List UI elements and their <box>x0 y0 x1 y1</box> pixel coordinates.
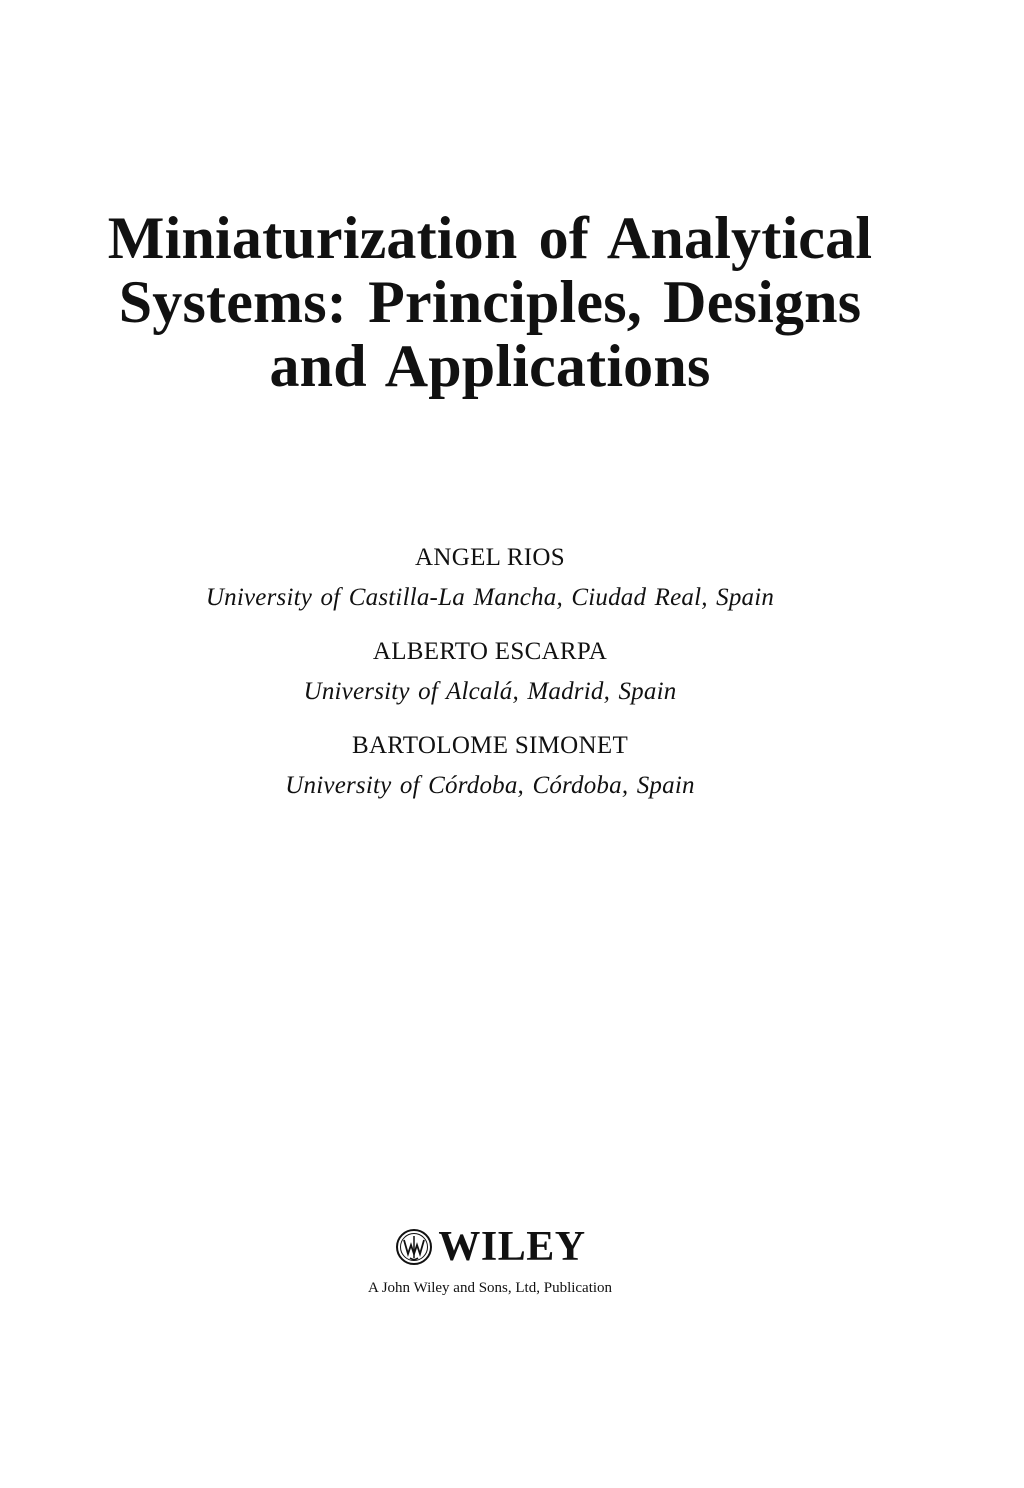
title-line: Miniaturization of Analytical <box>107 205 873 271</box>
publisher-tagline: A John Wiley and Sons, Ltd, Publication <box>367 1280 613 1296</box>
author-affiliation: University of Castilla-La Mancha, Ciudad Real, Spain <box>205 584 775 611</box>
wiley-wordmark: WILEY <box>438 1224 586 1270</box>
book-title <box>0 206 980 398</box>
title-line: and Applications <box>269 333 711 399</box>
author-name: BARTOLOME SIMONET <box>351 732 629 759</box>
author-list <box>0 538 980 820</box>
wiley-logo <box>394 1224 585 1270</box>
author-name: ANGEL RIOS <box>415 544 565 571</box>
author-affiliation: University of Córdoba, Córdoba, Spain <box>285 772 695 799</box>
title-line: Systems: Principles, Designs <box>118 269 862 335</box>
publisher-block <box>0 1224 980 1298</box>
author-affiliation: University of Alcalá, Madrid, Spain <box>303 678 677 705</box>
author-name: ALBERTO ESCARPA <box>372 638 608 665</box>
wiley-seal-icon <box>394 1227 434 1267</box>
